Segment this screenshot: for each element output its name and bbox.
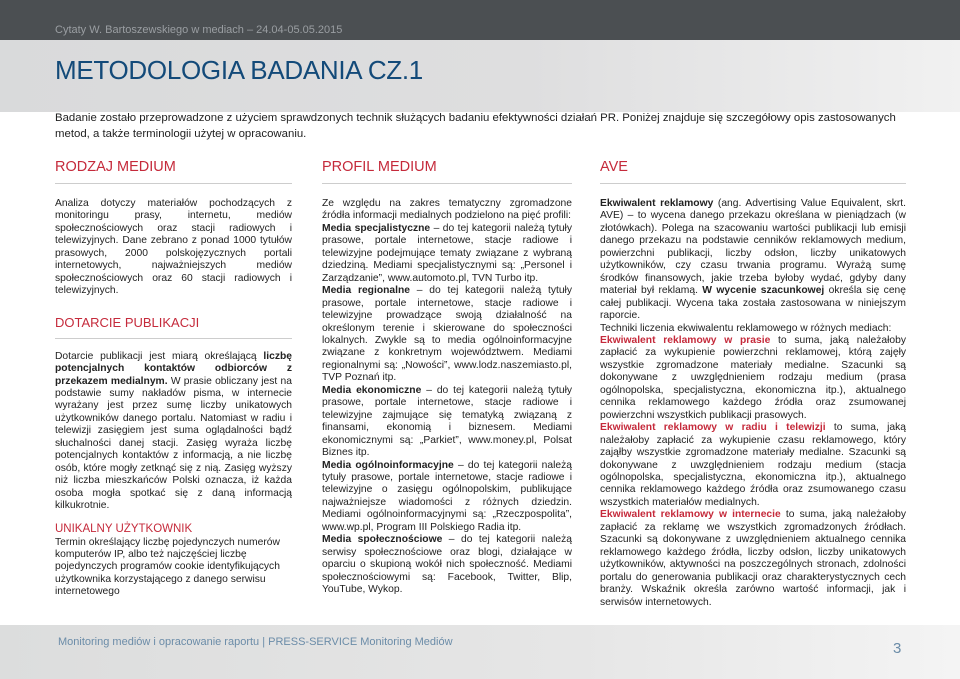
profil-intro: Ze względu na zakres tematyczny zgromadzone źródła informacji medialnych podzielono na pięć profili: — [322, 198, 572, 222]
heading-rodzaj-medium: RODZAJ MEDIUM — [55, 159, 176, 175]
header — [0, 0, 960, 112]
profil-label: Media ogólnoinformacyjne — [322, 459, 454, 471]
column-ave — [600, 159, 906, 609]
heading-dotarcie-publikacji: DOTARCIE PUBLIKACJI — [55, 314, 200, 330]
column-profil-medium — [322, 159, 572, 597]
column-rodzaj-medium — [55, 159, 292, 599]
profil-label: Media ekonomiczne — [322, 384, 422, 396]
footer-text: Monitoring mediów i opracowanie raportu | PRESS-SERVICE Monitoring Mediów — [58, 636, 453, 648]
ave-radio-tv-label: Ekwiwalent reklamowy w radiu i telewizji — [600, 422, 826, 434]
page-title: METODOLOGIA BADANIA CZ.1 — [55, 55, 423, 85]
heading-divider — [55, 338, 292, 339]
profil-label: Media społecznościowe — [322, 534, 443, 546]
heading-unikalny-uzytkownik: UNIKALNY UŻYTKOWNIK — [55, 522, 193, 535]
profil-label: Media specjalistyczne — [322, 222, 431, 234]
ave-text: Ekwiwalent reklamowy (ang. Advertising Value Equivalent, skrt. AVE) – to wycena danego przekazu określana w pieniądzach (w złotówkach). Polega na szacowaniu wartości publikacji lub emisji danego przekazu na podstawie cenników reklamowych medium, powierzchni publikacji, liczby odsłon, liczby unikatowych użytkowników, czy czasu trwania programu. Wyrażą sumę środków finansowych, jakie trzeba byłoby wydać, gdyby dany materiał był reklamą. W wycenie szacunkowej określa się cenę całej publikacji. Wycena taka została zastosowana w niniejszym raporcie. Techniki liczenia ekwiwalentu reklamowego w różnych mediach: Ekwiwalent reklamowy w prasie to suma, jaką należałoby zapłacić za wykupienie powierzchni reklamowej, którą zajęły wszystkie zgromadzone materiały medialne. Szacunki są dokonywane z uwzględnieniem rodzaju medium (prasa ogólnopolska, specjalistyczna, ekonomiczna itp.), aktualnego cennika reklamowego każdego źródła oraz zsumowanej powierzchni wszystkich publikacji prasowych. Ekwiwalent reklamowy w radiu i telewizji to suma, jaką należałoby zapłacić za wykupienie czasu reklamowego, który zająłby wszystkie zgromadzone materiały medialne. Szacunki są dokonywane z uwzględnieniem rodzaju medium (stacja ogólnopolska, specjalistyczna, ekonomiczna itp.), aktualnego cennika reklamowego każdego źródła oraz zsumowanego czasu wszystkich materiałów medialnych. Ekwiwalent reklamowy w internecie to suma, jaką należałoby zapłacić za reklamę we wszystkich zgromadzonych źródłach. Szacunki są dokonywane z uwzględnieniem aktualnego cennika reklamowego każdego źródła, liczby odsłon, liczby unikatowych użytkowników, aktywności na poszczególnych stronach, zdolności portalu do generowania publikacji oraz charakterystycznych cech branży. Wskaźnik określa zarówno wartość informacji, jak i serwisów internetowych. — [600, 198, 906, 608]
heading-divider — [55, 183, 292, 184]
ave-prasa-label: Ekwiwalent reklamowy w prasie — [600, 334, 771, 346]
page-number: 3 — [893, 640, 902, 657]
heading-divider — [600, 183, 906, 184]
heading-ave: AVE — [600, 159, 628, 175]
dotarcie-publikacji-text: Dotarcie publikacji jest miarą określającą liczbę potencjalnych kontaktów odbiorców z przekazem medialnym. W prasie obliczany jest na podstawie sumy nakładów pisma, w internecie wyrażany jest przez sumę liczby unikatowych użytkowników danego portalu. Natomiast w radiu i telewizji zasięgiem jest suma oglądalności bądź słuchalności danej stacji. Zasięg wyraża liczbę potencjalnych kontaktów z informacją, a nie liczbę osób, które mogły zetknąć się z nią. Zasięg wyższy niż liczba mieszkańców Polski oznacza, iż każda osoba mogła spotkać się z daną informacją kilkukrotnie. — [55, 350, 292, 512]
profil-medium-text: Ze względu na zakres tematyczny zgromadzone źródła informacji medialnych podzielono na pięć profili: Media specjalistyczne – do tej kategorii należą tytuły prasowe, portale internetowe, stacje radiowe i telewizyjne podejmujące tematy związane z wybraną dziedziną. Mediami specjalistycznymi są: „Personel i Zarządzanie”, www.automoto.pl, TVN Turbo itp. Media regionalne – do tej kategorii należą tytuły prasowe, portale internetowe, stacje radiowe i telewizyjne prowadzące swoją działalność na określonym terenie i skierowane do społeczności lokalnych. Zwykle są to media ogólnoinformacyjne związane z konkretnym województwem. Mediami regionalnymi są: „Nowości”, www.lodz.naszemiasto.pl, TVP Poznań itp. Media ekonomiczne – do tej kategorii należą tytuły prasowe, portale internetowe, stacje radiowe i telewizyjne zajmujące się tematyką związaną z finansami, ekonomią i biznesem. Mediami ekonomicznymi są: „Parkiet”, www.money.pl, Polsat Biznes itp. Media ogólnoinformacyjne – do tej kategorii należą tytuły prasowe, portale internetowe, stacje radiowe i telewizyjne o zasięgu ogólnopolskim, publikujące najważniejsze wiadomości z różnych dziedzin. Mediami ogólnoinformacyjnymi są: „Rzeczpospolita”, www.wp.pl, Program III Polskiego Radia itp. Media społecznościowe – do tej kategorii należą serwisy społecznościowe oraz blogi, działające w oparciu o skupioną wokół nich społeczność. Mediami społecznościowymi są: Facebook, Twitter, Blip, YouTube, Wykop. — [322, 198, 573, 596]
header-subtitle: Cytaty W. Bartoszewskiego w mediach – 24.04-05.05.2015 — [55, 24, 343, 36]
intro-text: Badanie zostało przeprowadzone z użyciem sprawdzonych technik służących badaniu efektywności działań PR. Poniżej znajduje się szczegółowy opis zastosowanych metod, a także terminologii użytej w opracowaniu. — [55, 112, 896, 140]
profil-label: Media regionalne — [322, 285, 411, 297]
heading-profil-medium: PROFIL MEDIUM — [322, 159, 437, 175]
heading-divider — [322, 183, 572, 184]
unikalny-uzytkownik-text: Termin określający liczbę pojedynczych numerów komputerów IP, albo też najczęściej liczbę pojedynczych programów cookie identyfikujących użytkownika korzystającego z danego serwisu internetowego — [55, 536, 280, 598]
ave-internet-label: Ekwiwalent reklamowy w internecie — [600, 509, 781, 521]
footer — [0, 625, 960, 679]
rodzaj-medium-text: Analiza dotyczy materiałów pochodzących z monitoringu prasy, internetu, mediów społecznościowych oraz stacji radiowych i telewizyjnych. Dane zebrano z ponad 1000 tytułów prasowych, 2000 polskojęzycznych portali internetowych, najważniejszych mediów społecznościowych oraz 60 stacji radiowych i telewizyjnych. — [55, 198, 292, 297]
